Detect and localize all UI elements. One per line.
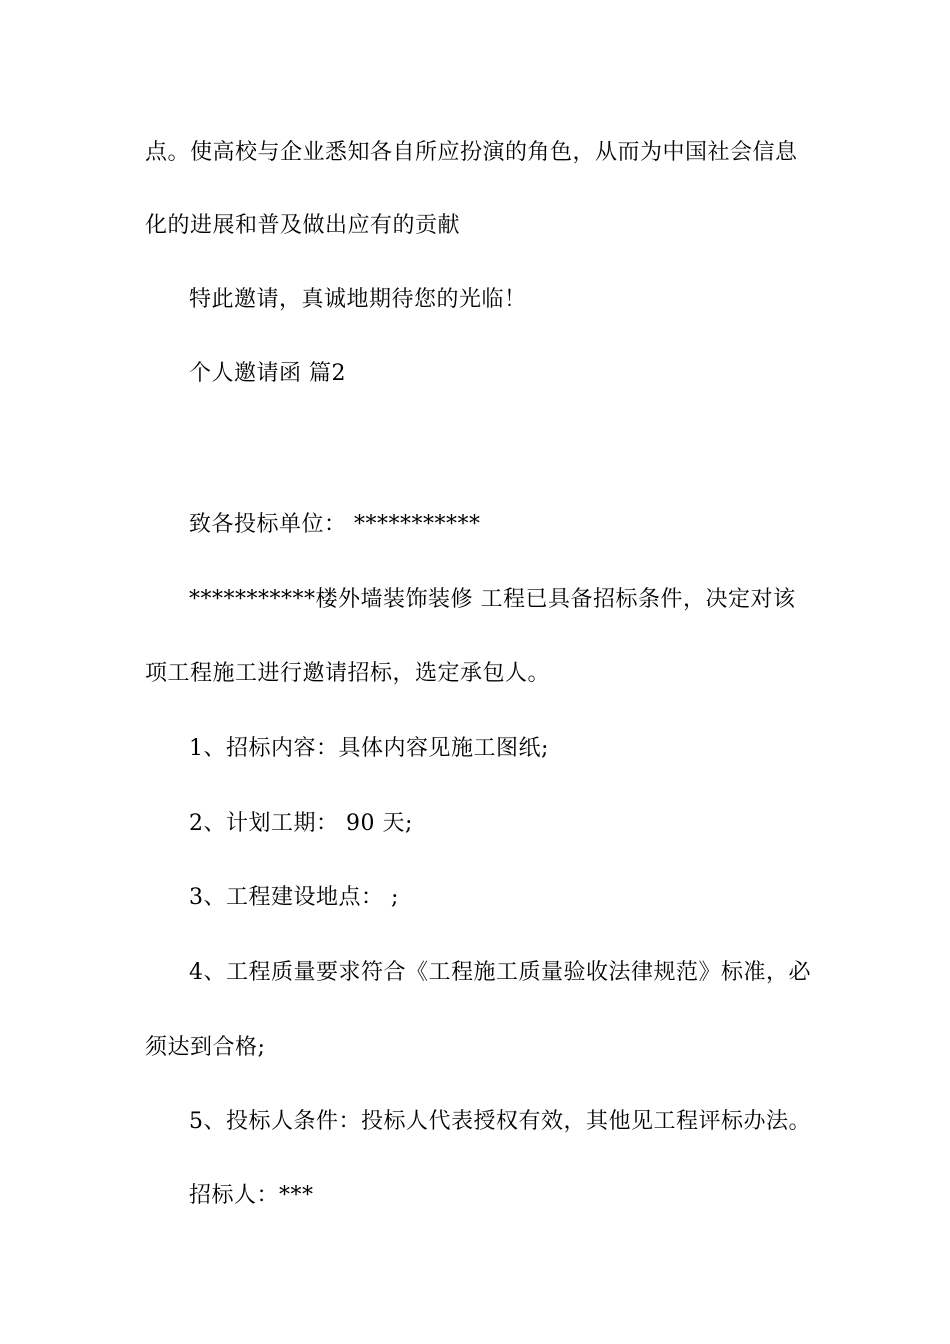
paragraph-text: 化的进展和普及做出应有的贡献 [145, 213, 461, 238]
list-item: 3、工程建设地点： ; [189, 885, 399, 910]
tenderer-text: 招标人：*** [189, 1183, 314, 1208]
list-item: 4、工程质量要求符合《工程施工质量验收法律规范》标准，必 [189, 960, 811, 985]
paragraph-text: 点。使高校与企业悉知各自所应扮演的角色，从而为中国社会信息 [145, 140, 798, 165]
list-item: 须达到合格; [145, 1035, 266, 1060]
salutation-text: 致各投标单位： *********** [189, 512, 481, 537]
intro-text: 项工程施工进行邀请招标，选定承包人。 [145, 661, 551, 686]
list-item: 1、招标内容：具体内容见施工图纸; [189, 736, 549, 761]
closing-text: 特此邀请，真诚地期待您的光临！ [189, 287, 527, 312]
list-item: 2、计划工期： 90 天; [189, 811, 413, 836]
intro-text: ***********楼外墙装饰装修 工程已具备招标条件，决定对该 [189, 587, 796, 612]
list-item: 5、投标人条件：投标人代表授权有效，其他见工程评标办法。 [189, 1109, 811, 1134]
section-heading: 个人邀请函 篇2 [189, 361, 346, 386]
